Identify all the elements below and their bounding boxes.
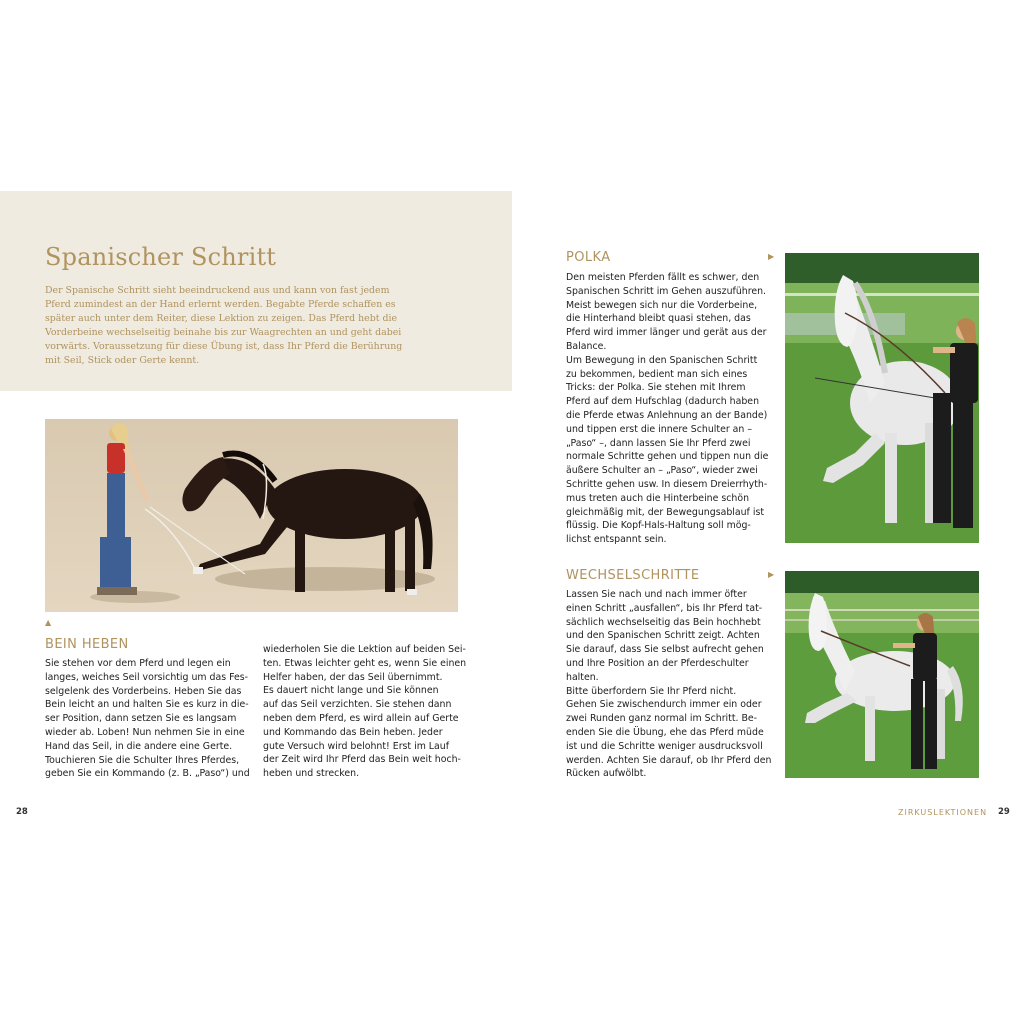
page-number-right: 29 bbox=[998, 807, 1010, 817]
section-heading-bein-heben: BEIN HEBEN bbox=[45, 637, 129, 652]
photo-wechselschritte-white-horse bbox=[785, 571, 979, 778]
page-number-left: 28 bbox=[16, 807, 28, 817]
caption-triangle-right-icon-2: ▶ bbox=[768, 570, 775, 579]
section-heading-wechselschritte: WECHSELSCHRITTE bbox=[566, 568, 700, 583]
photo-polka-white-horse bbox=[785, 253, 979, 543]
footer-chapter-label: ZIRKUSLEKTIONEN bbox=[898, 808, 988, 817]
intro-text: Der Spanische Schritt sieht beeindruckend aus und kann von fast jedem Pferd zumindest an der Hand erlernt werden. Begabte Pferde schaffen es später auch unter dem Reiter, diese Lektion zu zeigen. Das Pferd hebt die Vorderbeine wechselseitig beinahe bis zur Waagrechten an und geht dabei vorwärts. Voraussetzung für diese Übung ist, dass Ihr Pferd die Berührung mit Seil, Stick oder Gerte kennt. bbox=[45, 285, 403, 367]
text-column-1: Sie stehen vor dem Pferd und legen ein langes, weiches Seil vorsichtig um das Fes- selgelenk des Vorderbeins. Heben Sie das Bein leicht an und halten Sie es kurz in die- ser Position, dann setzen Sie es langsam wieder ab. Loben! Nun nehmen Sie in eine Hand das Seil, in die andere eine Gerte. Touchieren Sie die Schulter Ihres Pferdes, geben Sie ein Kommando (z. B. „Paso“) und bbox=[45, 658, 250, 780]
wechselschritte-text: Lassen Sie nach und nach immer öfter einen Schritt „ausfallen“, bis Ihr Pferd tat- sächlich wechselseitig das Bein hochhebt und den Spanischen Schritt zeigt. Achten Sie darauf, dass Sie selbst aufrecht gehen und Ihre Position an der Pferdeschulter halten. Bitte überfordern Sie Ihr Pferd nicht. Gehen Sie zwischendurch immer ein oder zwei Runden ganz normal im Schritt. Be- enden Sie die Übung, ehe das Pferd müde ist und die Schritte weniger ausdrucksvoll werden. Achten Sie darauf, ob Ihr Pferd den Rücken aufwölbt. bbox=[566, 589, 772, 780]
section-heading-polka: POLKA bbox=[566, 250, 611, 265]
caption-triangle-up-icon: ▲ bbox=[45, 618, 52, 627]
text-column-2: wiederholen Sie die Lektion auf beiden Sei- ten. Etwas leichter geht es, wenn Sie einen Helfer haben, der das Seil übernimmt. Es dauert nicht lange und Sie können auf das Seil verzichten. Sie stehen dann neben dem Pferd, es wird allein auf Gerte und Kommando das Bein heben. Jeder gute Versuch wird belohnt! Erst im Lauf der Zeit wird Ihr Pferd das Bein weit hoch- heben und strecken. bbox=[263, 644, 467, 780]
photo-woman-black-horse bbox=[45, 419, 458, 612]
page-title: Spanischer Schritt bbox=[45, 243, 277, 271]
caption-triangle-right-icon: ▶ bbox=[768, 252, 775, 261]
polka-text: Den meisten Pferden fällt es schwer, den Spanischen Schritt im Gehen auszuführen. Meist bewegen sich nur die Vorderbeine, die Hinterhand bleibt quasi stehen, das Pferd wird immer länger und gerät aus der Balance. Um Bewegung in den Spanischen Schritt zu bekommen, bedient man sich eines Tricks: der Polka. Sie stehen mit Ihrem Pferd auf dem Hufschlag (dadurch haben die Pferde etwas Anlehnung an der Bande) und tippen erst die innere Schulter an – „Paso“ –, dann lassen Sie Ihr Pferd zwei normale Schritte gehen und tippen nun die äußere Schulter an – „Paso“, wieder zwei Schritte gehen usw. In diesem Dreierrhyth- mus treten auch die Hinterbeine schön gleichmäßig mit, der Bewegungsablauf ist flüssig. Die Kopf-Hals-Haltung soll mög- lichst entspannt sein. bbox=[566, 272, 769, 546]
